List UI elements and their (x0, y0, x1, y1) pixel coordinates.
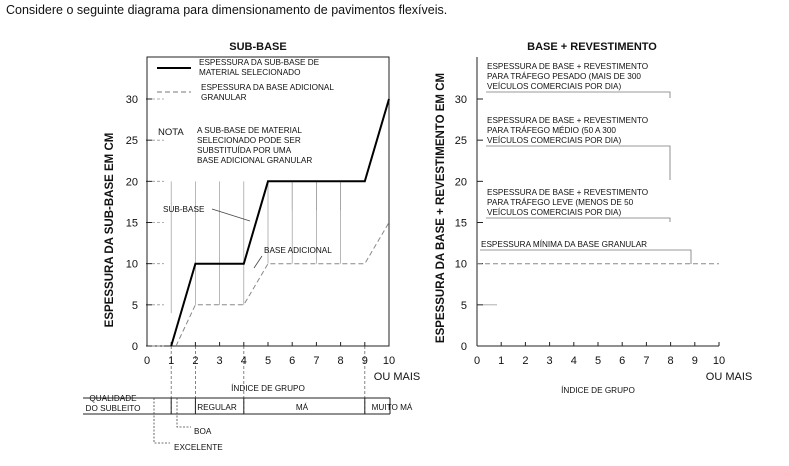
subbase-x-axis-label: ÍNDICE DE GRUPO (231, 384, 305, 393)
light-traffic-leader (486, 218, 670, 222)
boa-callout-leader (177, 398, 191, 427)
base-revestimento-y-tick-label: 20 (454, 176, 467, 189)
medium-traffic-annotation (486, 116, 670, 180)
subbase-x-tick-label: 5 (264, 355, 272, 367)
base-revestimento-x-tick-label: 10 (712, 355, 726, 367)
note-line-3: SUBSTITUÍDA POR UMA (197, 146, 292, 155)
min-base-annotation (480, 239, 691, 264)
subbase-y-tick-label: 25 (125, 135, 138, 148)
medium-traffic-line-1: ESPESSURA DE BASE + REVESTIMENTO (487, 116, 649, 125)
subbase-x-tick-label: 3 (216, 355, 223, 367)
intro-text: Considere o seguinte diagrama para dimensionamento de pavimentos flexíveis. (6, 3, 448, 17)
base-revestimento-y-tick-label: 30 (454, 94, 467, 106)
medium-traffic-leader (486, 146, 670, 180)
base-revestimento-x-tick-label: 0 (473, 355, 481, 367)
base-revestimento-x-tick-label: 6 (619, 355, 626, 367)
subbase-legend (157, 58, 334, 102)
subbase-x-tick-label: 7 (313, 355, 320, 367)
subbase-x-extra-label: OU MAIS (373, 371, 421, 383)
legend-dashed-line2: GRANULAR (201, 93, 247, 102)
subgrade-callout-boa: BOA (194, 427, 212, 436)
base-revestimento-x-tick-label: 3 (546, 355, 553, 367)
subgrade-callout-excelente: EXCELENTE (174, 443, 223, 452)
subgrade-title-line1: QUALIDADE (89, 394, 137, 403)
subbase-y-tick-label: 20 (125, 176, 138, 189)
base-revestimento-y-axis-label: ESPESSURA DA BASE + REVESTIMENTO EM CM (435, 72, 447, 344)
light-traffic-line-1: ESPESSURA DE BASE + REVESTIMENTO (487, 188, 649, 197)
subbase-annotation-leader (212, 209, 250, 221)
subgrade-class-ma: MÁ (295, 403, 309, 412)
base-revestimento-x-tick-label: 7 (643, 355, 650, 367)
subbase-y-tick-label: 5 (131, 299, 138, 312)
base-revestimento-y-tick-label: 25 (454, 135, 467, 148)
base-revestimento-chart (435, 41, 752, 395)
subbase-chart (104, 41, 420, 414)
note-line-1: A SUB-BASE DE MATERIAL (197, 126, 302, 135)
base-revestimento-x-tick-label: 5 (594, 355, 602, 367)
light-traffic-annotation (486, 188, 670, 222)
subgrade-title-line2: DO SUBLEITO (85, 404, 141, 413)
subbase-x-tick-label: 10 (382, 355, 396, 367)
heavy-traffic-leader (486, 92, 670, 98)
base-revestimento-y-tick-label: 10 (454, 258, 467, 271)
subgrade-class-muito-ma: MUITO MÁ (371, 403, 413, 412)
subbase-x-tick-label: 6 (289, 355, 296, 367)
note-line-4: BASE ADICIONAL GRANULAR (197, 156, 313, 165)
subbase-note (158, 126, 312, 165)
base-revestimento-y-tick-label: 15 (454, 217, 467, 230)
subgrade-class-regular: REGULAR (197, 403, 237, 412)
base-revestimento-x-tick-label: 8 (667, 355, 674, 367)
subbase-chart-title: SUB-BASE (229, 41, 287, 53)
light-traffic-line-3: VEÍCULOS COMERCIAIS POR DIA) (487, 208, 622, 217)
legend-dashed-line1: ESPESSURA DA BASE ADICIONAL (201, 83, 334, 92)
base-revestimento-x-tick-label: 4 (570, 355, 577, 367)
subbase-y-tick-label: 0 (131, 341, 138, 353)
legend-solid-line1: ESPESSURA DA SUB-BASE DE (199, 58, 320, 67)
subbase-y-tick-label: 30 (125, 94, 138, 106)
subgrade-quality-strip (83, 383, 413, 452)
subbase-x-tick-label: 1 (168, 355, 175, 367)
medium-traffic-line-2: PARA TRÁFEGO MÉDIO (50 A 300 (487, 126, 616, 135)
light-traffic-line-2: PARA TRÁFEGO LEVE (MENOS DE 50 (487, 198, 634, 207)
legend-solid-line2: MATERIAL SELECIONADO (199, 68, 301, 77)
base-revestimento-y-tick-label: 5 (460, 299, 467, 312)
base-revestimento-chart-title: BASE + REVESTIMENTO (527, 41, 657, 53)
subbase-gridlines (171, 181, 365, 414)
base-revestimento-x-tick-label: 2 (522, 355, 529, 367)
subbase-series-line-1 (176, 223, 389, 347)
base-revestimento-x-tick-label: 1 (498, 355, 505, 367)
base-revestimento-y-tick-label: 0 (460, 341, 467, 353)
excelente-callout-leader (154, 398, 170, 443)
base-revestimento-x-extra-label: OU MAIS (705, 371, 753, 383)
subbase-y-tick-label: 15 (125, 217, 138, 230)
subbase-x-tick-label: 2 (192, 355, 199, 367)
medium-traffic-line-3: VEÍCULOS COMERCIAIS POR DIA) (487, 136, 622, 145)
note-label: NOTA (158, 127, 184, 138)
base-revestimento-x-axis-label: ÍNDICE DE GRUPO (561, 386, 635, 395)
min-base-text: ESPESSURA MÍNIMA DA BASE GRANULAR (481, 240, 648, 249)
min-base-leader (480, 250, 691, 264)
subbase-y-tick-label: 10 (125, 258, 138, 271)
subbase-annotation: SUB-BASE (163, 205, 205, 214)
subbase-x-tick-label: 8 (337, 355, 344, 367)
heavy-traffic-line-3: VEÍCULOS COMERCIAIS POR DIA) (487, 82, 622, 91)
heavy-traffic-line-2: PARA TRÁFEGO PESADO (MAIS DE 300 (487, 72, 641, 81)
subbase-x-tick-label: 0 (143, 355, 151, 367)
base-revestimento-x-tick-label: 9 (691, 355, 698, 367)
base-adicional-annotation-leader (254, 256, 262, 268)
heavy-traffic-line-1: ESPESSURA DE BASE + REVESTIMENTO (487, 62, 649, 71)
base-adicional-annotation: BASE ADICIONAL (264, 246, 332, 255)
heavy-traffic-annotation (486, 62, 670, 98)
subbase-x-tick-label: 4 (240, 355, 247, 367)
note-line-2: SELECIONADO PODE SER (197, 136, 301, 145)
subbase-y-axis-label: ESPESSURA DA SUB-BASE EM CM (104, 132, 116, 328)
subbase-x-tick-label: 9 (361, 355, 368, 367)
